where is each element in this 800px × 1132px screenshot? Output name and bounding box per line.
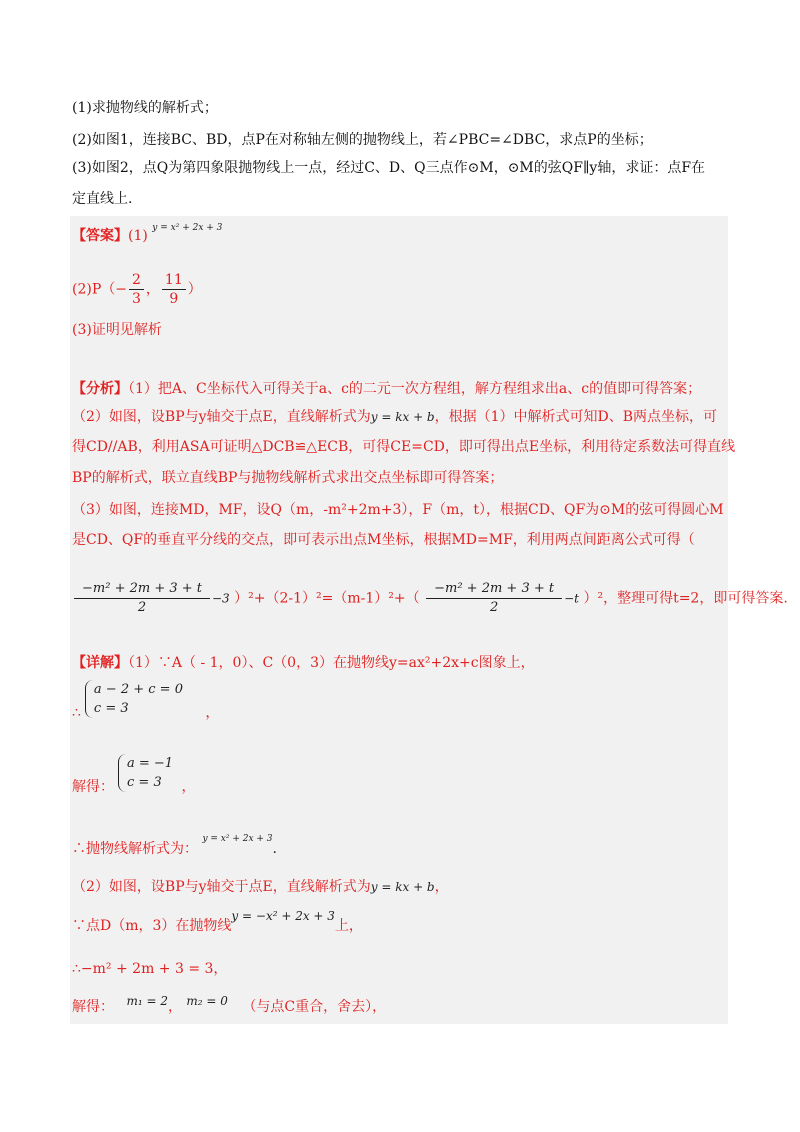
answer-1-label: (1) <box>128 228 148 244</box>
detail-d1 <box>72 652 535 674</box>
parabola-label: ∴抛物线解析式为： <box>72 841 198 857</box>
answer-1-formula: y = x² + 2x + 3 <box>152 223 223 233</box>
analysis-formula-tail: ）²，整理可得t=2，即可得答案. <box>583 590 788 607</box>
system-1-eq-a: a − 2 + c = 0 <box>93 682 183 697</box>
distance-fraction-1-num: −m² + 2m + 3 + t <box>74 580 210 599</box>
comma: ， <box>145 281 160 298</box>
comma: ， <box>167 999 182 1015</box>
distance-fraction-2 <box>426 580 562 617</box>
distance-fraction-1-den: 2 <box>137 600 147 615</box>
analysis-p3b: 是CD、QF的垂直平分线的交点，即可表示出点M坐标，根据MD=MF，利用两点间距离公式可得（ <box>72 532 695 548</box>
answer-line-1 <box>72 225 222 249</box>
solution-m2: m₂ = 0 <box>186 994 228 1008</box>
detail-parabola <box>72 834 277 862</box>
therefore-symbol: ∴ <box>72 705 81 721</box>
distance-fraction-2-den: 2 <box>489 600 499 615</box>
analysis-p2a <box>72 406 717 428</box>
solution-note: （与点C重合，舍去）， <box>242 999 387 1015</box>
analysis-line-formula: y = kx + b <box>370 410 435 424</box>
equation-system-1 <box>85 680 187 718</box>
analysis-p2a-tail: ，根据（1）中解析式可知D、B两点坐标，可 <box>434 409 718 425</box>
question-3-line-1: (3)如图2，点Q为第四象限抛物线上一点，经过C、D、Q三点作⊙M，⊙M的弦QF∥y轴，求证：点F在 <box>72 160 706 176</box>
fraction-y <box>162 271 186 308</box>
question-2: (2)如图1，连接BC、BD，点P在对称轴左侧的抛物线上，若∠PBC=∠DBC，求点P的坐标； <box>72 132 653 148</box>
detail-system-2 <box>72 754 196 795</box>
detail-d4: ∴−m² + 2m + 3 = 3， <box>72 961 228 977</box>
distance-fraction-1 <box>74 580 210 617</box>
answer-tag: 【答案】 <box>72 228 128 244</box>
fraction-x <box>129 271 144 308</box>
detail-tag: 【详解】 <box>72 655 128 671</box>
minus-sign: − <box>115 281 127 298</box>
solution-panel <box>70 216 728 1024</box>
answer-3: (3)证明见解析 <box>72 322 162 338</box>
question-3-line-2: 定直线上. <box>72 191 133 207</box>
detail-d2 <box>72 876 449 898</box>
answer-line-2 <box>72 271 202 308</box>
detail-d3-text: ∵点D（m，3）在抛物线 <box>72 918 232 934</box>
parabola-formula: y = x² + 2x + 3 <box>202 834 273 844</box>
analysis-p2c: BP的解析式，联立直线BP与抛物线解析式求出交点坐标即可得答案； <box>72 470 504 486</box>
question-1: (1)求抛物线的解析式； <box>72 100 218 116</box>
solve-label: 解得： <box>72 999 114 1015</box>
comma: ， <box>205 705 220 721</box>
equation-system-2 <box>118 754 177 792</box>
detail-d2-text: （2）如图，设BP与y轴交于点E，直线解析式为 <box>72 879 371 895</box>
analysis-formula-line <box>72 580 788 617</box>
analysis-p2b: 得CD//AB，利用ASA可证明△DCB≌△ECB，可得CE=CD，即可得出点E坐标，利用待定系数法可得直线 <box>72 439 736 455</box>
detail-system-1 <box>72 680 220 721</box>
detail-d3 <box>72 909 363 937</box>
fraction-y-num: 11 <box>162 271 186 290</box>
answer-2-label: (2)P（ <box>72 281 116 298</box>
analysis-p1 <box>72 378 701 400</box>
detail-d1-text: （1）∵A（ - 1，0）、C（0，3）在抛物线y=ax²+2x+c图象上， <box>128 655 535 671</box>
fraction-y-den: 9 <box>169 291 179 307</box>
system-2-eq-b: c = 3 <box>127 775 162 790</box>
period: . <box>272 841 277 857</box>
comma: ， <box>181 779 196 795</box>
minus-t: −t <box>564 591 579 606</box>
detail-line-formula: y = kx + b <box>370 880 435 894</box>
analysis-tag: 【分析】 <box>72 381 128 397</box>
analysis-formula-mid: ）²+（2-1）²=（m-1）²+（ <box>234 590 420 607</box>
close-paren: ） <box>187 281 202 298</box>
solve-label: 解得： <box>72 779 114 795</box>
analysis-p1-text: （1）把A、C坐标代入可得关于a、c的二元一次方程组，解方程组求出a、c的值即可得答案； <box>128 381 702 397</box>
detail-d3-tail: 上， <box>334 918 363 934</box>
system-2-eq-a: a = −1 <box>127 756 174 771</box>
comma: ， <box>434 879 449 895</box>
fraction-x-den: 3 <box>132 291 141 307</box>
solution-m1: m₁ = 2 <box>126 994 168 1008</box>
analysis-p3a: （3）如图，连接MD，MF，设Q（m，-m²+2m+3），F（m，t），根据CD、QF为⊙M的弦可得圆心M <box>72 502 724 518</box>
analysis-p2a-text: （2）如图，设BP与y轴交于点E，直线解析式为 <box>72 409 371 425</box>
minus-3: −3 <box>212 591 230 606</box>
detail-parabola-formula: y = −x² + 2x + 3 <box>231 909 335 923</box>
detail-d5 <box>72 996 386 1018</box>
fraction-x-num: 2 <box>129 271 144 290</box>
distance-fraction-2-num: −m² + 2m + 3 + t <box>426 580 562 599</box>
system-1-eq-b: c = 3 <box>93 701 129 716</box>
